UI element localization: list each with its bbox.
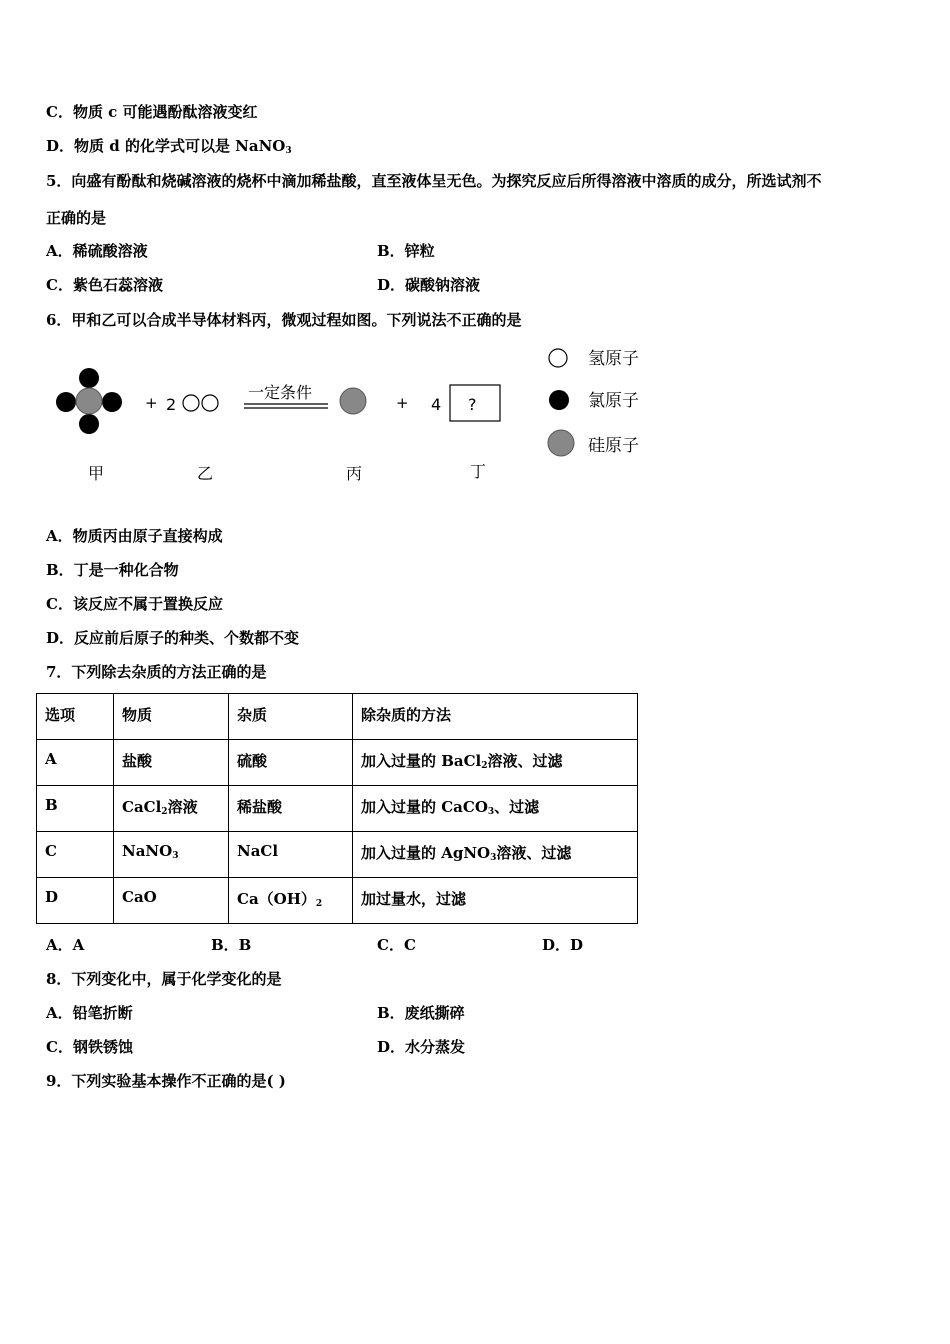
row-method: 加入过量的 CaCO$_3$、过滤 <box>353 786 638 832</box>
table-row <box>37 878 638 924</box>
q8-option-d: D．水分蒸发 <box>377 1038 466 1056</box>
reaction-condition: 一定条件 <box>248 383 313 402</box>
q8-stem: 8．下列变化中，属于化学变化的是 <box>46 970 282 988</box>
label-ding: 丁 <box>470 462 487 481</box>
row-substance: CaO <box>114 878 229 924</box>
table-row <box>37 832 638 878</box>
q6-option-b: B．丁是一种化合物 <box>46 561 179 579</box>
plus-sign-1: + <box>145 394 158 412</box>
row-option: B <box>37 786 114 832</box>
q7-answer-d: D．D <box>542 936 584 954</box>
q5-stem-line1: 5．向盛有酚酞和烧碱溶液的烧杯中滴加稀盐酸，直至液体呈无色。为探究反应后所得溶液中溶质的成分，所选试剂不 <box>46 172 822 190</box>
q8-option-b: B．废纸撕碎 <box>377 1004 465 1022</box>
table-header-row <box>37 694 638 740</box>
row-substance: 盐酸 <box>114 740 229 786</box>
row-impurity: 稀盐酸 <box>229 786 353 832</box>
q6-option-a: A．物质丙由原子直接构成 <box>46 527 223 545</box>
q8-option-c: C．钢铁锈蚀 <box>46 1038 133 1056</box>
row-method: 加过量水，过滤 <box>353 878 638 924</box>
reaction-diagram <box>40 338 660 498</box>
legend-silicon: 硅原子 <box>588 436 639 456</box>
q5-stem-line2: 正确的是 <box>46 209 107 227</box>
legend-hydrogen: 氢原子 <box>588 349 639 369</box>
molecule-yi <box>183 395 218 411</box>
q6-option-d: D．反应前后原子的种类、个数都不变 <box>46 629 300 647</box>
row-option: A <box>37 740 114 786</box>
q6-stem: 6．甲和乙可以合成半导体材料丙，微观过程如图。下列说法不正确的是 <box>46 311 522 329</box>
molecule-jia <box>56 368 122 434</box>
q7-answer-b: B．B <box>211 936 252 954</box>
label-jia: 甲 <box>88 464 105 483</box>
table-row <box>37 786 638 832</box>
row-option: C <box>37 832 114 878</box>
q9-stem: 9．下列实验基本操作不正确的是( ) <box>46 1072 286 1090</box>
label-yi: 乙 <box>197 464 214 483</box>
q4-option-d: D．物质 d 的化学式可以是 NaNO$_3$ <box>46 137 292 156</box>
coefficient-2: 2 <box>166 395 177 414</box>
q5-option-c: C．紫色石蕊溶液 <box>46 276 163 294</box>
label-bing: 丙 <box>346 464 363 483</box>
q8-option-a: A．铅笔折断 <box>46 1004 133 1022</box>
header-option: 选项 <box>37 694 114 740</box>
table-row <box>37 740 638 786</box>
coefficient-4: 4 <box>431 395 442 414</box>
q5-option-b: B．锌粒 <box>377 242 435 260</box>
q7-answer-a: A．A <box>46 936 85 954</box>
legend-chlorine-icon <box>549 390 569 410</box>
row-option: D <box>37 878 114 924</box>
row-impurity: NaCl <box>229 832 353 878</box>
row-substance: NaNO$_3$ <box>114 832 229 878</box>
q4-option-c: C．物质 c 可能遇酚酞溶液变红 <box>46 103 258 121</box>
row-method: 加入过量的 AgNO$_3$溶液、过滤 <box>353 832 638 878</box>
q7-answer-c: C．C <box>377 936 416 954</box>
header-method: 除杂质的方法 <box>353 694 638 740</box>
header-impurity: 杂质 <box>229 694 353 740</box>
row-impurity: 硫酸 <box>229 740 353 786</box>
molecule-bing <box>340 388 366 414</box>
plus-sign-2: + <box>396 394 409 412</box>
q5-option-a: A．稀硫酸溶液 <box>46 242 148 260</box>
impurity-table <box>36 693 638 924</box>
legend-chlorine: 氯原子 <box>588 391 639 411</box>
row-impurity: $Ca(OH)_2$ <box>229 878 353 924</box>
legend-hydrogen-icon <box>549 349 567 367</box>
q6-option-c: C．该反应不属于置换反应 <box>46 595 223 613</box>
unknown-mark: ? <box>468 395 477 414</box>
header-substance: 物质 <box>114 694 229 740</box>
row-method: 加入过量的 BaCl$_2$溶液、过滤 <box>353 740 638 786</box>
q5-option-d: D．碳酸钠溶液 <box>377 276 481 294</box>
row-substance: CaCl$_2$溶液 <box>114 786 229 832</box>
legend-silicon-icon <box>548 430 574 456</box>
q7-stem: 7．下列除去杂质的方法正确的是 <box>46 663 267 681</box>
